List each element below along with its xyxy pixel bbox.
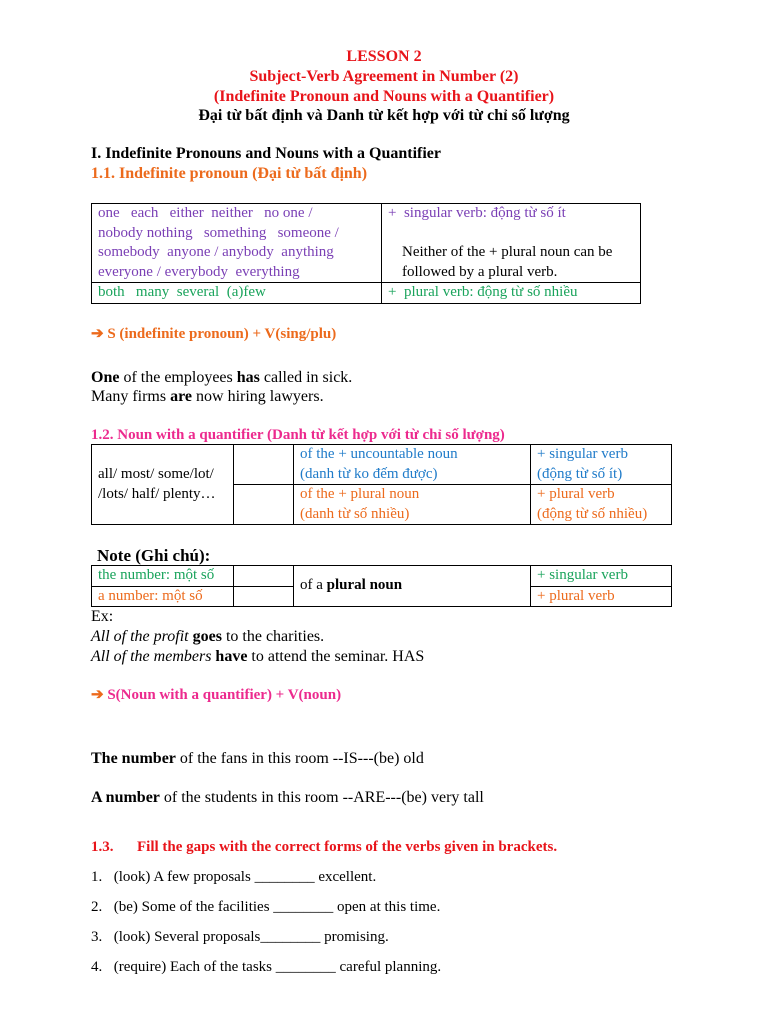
singular-verb-rule: + singular verb: động từ số ít: [388, 205, 566, 221]
note-text: of a: [300, 577, 327, 594]
item-text: (be) Some of the facilities ________ open at this time.: [113, 899, 441, 915]
example-text: of the employees: [119, 369, 237, 386]
verb-line: (động từ số nhiều): [537, 505, 648, 522]
example-subject: All of the members: [91, 648, 212, 665]
exercise-number: 1.3.: [91, 839, 114, 855]
empty-cell: [234, 586, 294, 607]
exercise-item: [91, 927, 389, 947]
rule-text: S (indefinite pronoun) + V(sing/plu): [107, 326, 337, 342]
quantifier-line: all/ most/ some/lot/: [98, 466, 214, 482]
pronoun-line: nobody nothing something someone /: [98, 224, 339, 241]
example-sentence: [91, 627, 324, 647]
example-sentence: [91, 647, 424, 667]
a-number-cell: a number: một số: [92, 586, 234, 607]
note-table: [91, 565, 672, 607]
rule-indefinite-pronoun: [91, 324, 336, 344]
practice-subject: A number: [91, 789, 160, 806]
verb-line: + plural verb: [537, 486, 615, 502]
item-number: 4.: [91, 959, 103, 975]
practice-text: of the fans in this room --IS---(be) old: [175, 750, 424, 767]
plural-pronouns-cell: both many several (a)few: [92, 283, 382, 304]
arrow-right-icon: ➔: [91, 326, 104, 342]
singular-pronouns-cell: [92, 204, 382, 283]
plural-line: of the + plural noun: [300, 486, 420, 502]
section-heading: I. Indefinite Pronouns and Nouns with a Quantifier: [91, 145, 441, 162]
singular-verb-cell: + singular verb: [531, 566, 672, 587]
example-text: Many firms: [91, 388, 171, 405]
rule-noun-quantifier: [91, 685, 341, 705]
item-text: (look) Several proposals________ promising.: [113, 929, 389, 945]
uncountable-line: of the + uncountable noun: [300, 446, 458, 462]
item-number: 3.: [91, 929, 103, 945]
exercise-heading: [91, 837, 557, 857]
quantifiers-cell: [92, 445, 234, 525]
example-verb: have: [215, 648, 248, 665]
pronoun-line: somebody anyone / anybody anything: [98, 244, 334, 260]
empty-cell: [234, 485, 294, 525]
verb-line: + singular verb: [537, 446, 628, 462]
plural-verb-cell: + plural verb: [531, 586, 672, 607]
lesson-label: LESSON 2: [346, 48, 422, 65]
indefinite-pronoun-table: [91, 203, 641, 304]
example-sentence: [91, 387, 324, 407]
verb-line: (động từ số ít): [537, 465, 623, 482]
example-text: now hiring lawyers.: [192, 388, 324, 405]
item-text: (look) A few proposals ________ excellent.: [113, 869, 377, 885]
example-label: Ex:: [91, 608, 114, 625]
example-sentence: [91, 368, 352, 388]
practice-sentence: [91, 749, 424, 769]
pronoun-line: one each either neither no one /: [98, 205, 313, 221]
example-verb: are: [170, 388, 193, 405]
singular-verb-cell: [531, 445, 672, 485]
quantifier-line: /lots/ half/ plenty…: [98, 485, 216, 502]
example-text: to the charities.: [221, 628, 325, 645]
item-text: (require) Each of the tasks ________ careful planning.: [113, 959, 442, 975]
exercise-item: [91, 897, 440, 917]
example-verb: has: [236, 369, 260, 386]
plural-noun-cell: [294, 566, 531, 607]
empty-cell: [234, 445, 294, 485]
exercise-instruction: Fill the gaps with the correct forms of the verbs given in brackets.: [137, 839, 558, 855]
uncountable-line: (danh từ ko đếm được): [300, 465, 438, 482]
note-heading: Note (Ghi chú):: [97, 546, 211, 565]
neither-note-line: followed by a plural verb.: [402, 263, 558, 280]
plural-line: (danh từ số nhiều): [300, 505, 410, 522]
practice-sentence: [91, 788, 484, 808]
example-text: called in sick.: [259, 369, 353, 386]
example-text: to attend the seminar. HAS: [247, 648, 425, 665]
note-bold-text: plural noun: [326, 577, 403, 594]
pronoun-line: everyone / everybody everything: [98, 263, 300, 280]
example-verb: goes: [192, 628, 222, 645]
lesson-title-vietnamese: Đại từ bất định và Danh từ kết hợp với từ chỉ số lượng: [198, 107, 570, 124]
item-number: 2.: [91, 899, 103, 915]
lesson-subtitle: (Indefinite Pronoun and Nouns with a Quantifier): [213, 88, 555, 105]
exercise-item: [91, 867, 376, 887]
neither-note-line: Neither of the + plural noun can be: [402, 244, 613, 260]
lesson-title: Subject-Verb Agreement in Number (2): [249, 68, 519, 85]
exercise-item: [91, 957, 441, 977]
rule-text: S(Noun with a quantifier) + V(noun): [107, 687, 342, 703]
singular-verb-cell: [382, 204, 641, 283]
example-subject: One: [91, 369, 120, 386]
uncountable-noun-cell: [294, 445, 531, 485]
item-number: 1.: [91, 869, 103, 885]
example-subject: All of the profit: [91, 628, 189, 645]
plural-noun-cell: [294, 485, 531, 525]
subsection-heading-1-2: 1.2. Noun with a quantifier (Danh từ kết hợp với từ chỉ số lượng): [91, 427, 505, 443]
subsection-heading-1-1: 1.1. Indefinite pronoun (Đại từ bất định): [91, 165, 368, 182]
arrow-right-icon: ➔: [91, 687, 104, 703]
empty-cell: [234, 566, 294, 587]
practice-subject: The number: [91, 750, 176, 767]
plural-verb-cell: + plural verb: động từ số nhiều: [382, 283, 641, 304]
practice-text: of the students in this room --ARE---(be) very tall: [159, 789, 484, 806]
quantifier-table: [91, 444, 672, 525]
plural-verb-cell: [531, 485, 672, 525]
the-number-cell: the number: một số: [92, 566, 234, 587]
